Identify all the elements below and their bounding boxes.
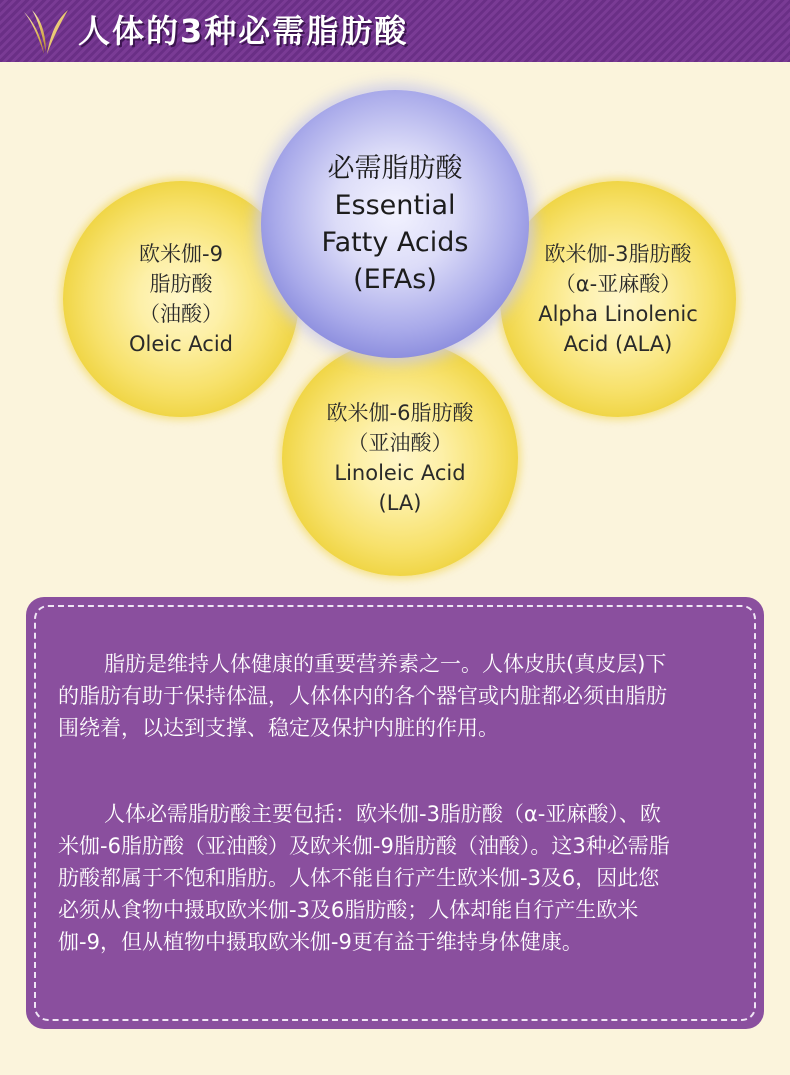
page-title: 人体的3种必需脂肪酸 <box>78 12 409 50</box>
omega-6-line-1: 欧米伽-6脂肪酸 <box>326 401 474 425</box>
paragraph-1-text: 脂肪是维持人体健康的重要营养素之一。人体皮肤(真皮层)下的脂肪有助于保持体温，人体体内的各个器官或内脏都必须由脂肪围绕着，以达到支撑、稳定及保护内脏的作用。 <box>58 652 667 740</box>
v-wing-logo-icon <box>22 6 70 58</box>
efa-line-4: (EFAs) <box>353 264 437 295</box>
omega-9-line-2: 脂肪酸 <box>149 272 213 296</box>
header-bar <box>0 0 790 62</box>
efa-line-3: Fatty Acids <box>321 227 469 258</box>
paragraph-2-text: 人体必需脂肪酸主要包括：欧米伽-3脂肪酸（α-亚麻酸）、欧米伽-6脂肪酸（亚油酸）及欧米伽-9脂肪酸（油酸）。这3种必需脂肪酸都属于不饱和脂肪。人体不能自行产生欧米伽-3及6，因此您必须从食物中摄取欧米伽-3及6脂肪酸；人体却能自行产生欧米伽-9，但从植物中摄取欧米伽-9更有益于维持身体健康。 <box>58 802 670 954</box>
omega-3-line-1: 欧米伽-3脂肪酸 <box>544 242 692 266</box>
efa-line-1: 必需脂肪酸 <box>327 153 463 184</box>
paragraph-fat-importance <box>58 648 680 744</box>
paragraph-efa-types <box>58 798 680 958</box>
omega-6-bubble <box>282 340 518 576</box>
omega-3-line-4: Acid (ALA) <box>563 332 673 356</box>
omega-6-line-3: Linoleic Acid <box>334 461 466 485</box>
omega-9-line-4: Oleic Acid <box>128 332 234 356</box>
omega-3-bubble <box>500 181 736 417</box>
omega-6-line-4: (LA) <box>378 491 422 515</box>
essential-fatty-acids-bubble <box>261 90 529 358</box>
omega-6-line-2: （亚油酸） <box>347 431 453 455</box>
omega-9-line-3: （油酸） <box>139 302 223 326</box>
efa-line-2: Essential <box>334 190 456 221</box>
omega-9-line-1: 欧米伽-9 <box>139 242 223 266</box>
omega-3-line-2: （α-亚麻酸） <box>554 272 682 296</box>
omega-3-line-3: Alpha Linolenic <box>538 302 698 326</box>
